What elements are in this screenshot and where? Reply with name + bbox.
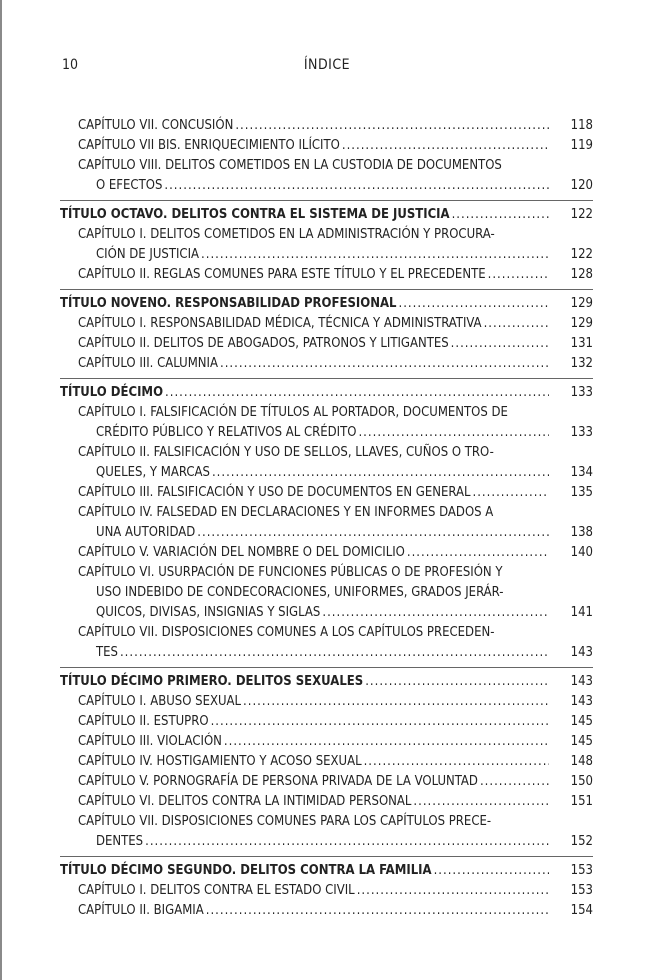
toc-section: [60, 378, 593, 663]
toc-entry-text: CAPÍTULO I. FALSIFICACIÓN DE TÍTULOS AL PORTADOR, DOCUMENTOS DE: [78, 405, 508, 420]
toc-page-number: 118: [570, 118, 593, 133]
dot-leader: [480, 772, 549, 792]
toc-chapter-entry[interactable]: [60, 483, 593, 503]
toc-entry-line: [60, 294, 593, 314]
toc-entry-line: [78, 901, 593, 921]
toc-page-number: 153: [570, 863, 593, 878]
toc-chapter-entry[interactable]: [60, 732, 593, 752]
dot-leader: [434, 861, 549, 881]
toc-chapter-entry[interactable]: [60, 792, 593, 812]
toc-entry-line: [78, 314, 593, 334]
toc-page-number: 140: [570, 545, 593, 560]
dot-leader: [224, 732, 549, 752]
toc-entry-text: USO INDEBIDO DE CONDECORACIONES, UNIFORMES, GRADOS JERÁR-: [96, 585, 504, 600]
toc-page-number: 132: [570, 356, 593, 371]
toc-entry-text: CAPÍTULO VI. DELITOS CONTRA LA INTIMIDAD PERSONAL: [78, 794, 412, 809]
toc-entry-text: QUELES, Y MARCAS: [96, 465, 210, 480]
toc-page-number: 148: [570, 754, 593, 769]
dot-leader: [322, 603, 548, 623]
toc-entry-text: CAPÍTULO III. FALSIFICACIÓN Y USO DE DOCUMENTOS EN GENERAL: [78, 485, 471, 500]
toc-entry-line: [78, 225, 593, 245]
toc-entry-text: TÍTULO DÉCIMO SEGUNDO. DELITOS CONTRA LA FAMILIA: [60, 863, 432, 878]
toc-entry-line: [78, 563, 593, 583]
toc-entry-line: [78, 712, 593, 732]
toc-section: [60, 200, 593, 285]
toc-chapter-entry[interactable]: [60, 881, 593, 901]
toc-title-entry[interactable]: [60, 294, 593, 314]
toc-entry-text: CIÓN DE JUSTICIA: [96, 247, 200, 262]
dot-leader: [364, 752, 549, 772]
toc-section: [60, 667, 593, 852]
toc-chapter-entry[interactable]: [60, 314, 593, 334]
dot-leader: [120, 643, 549, 663]
toc-entry-line: [78, 403, 593, 423]
toc-page-number: 141: [570, 605, 593, 620]
toc-entry-line: [78, 752, 593, 772]
toc-title-entry[interactable]: [60, 205, 593, 225]
toc-entry-line: [60, 672, 593, 692]
dot-leader: [212, 463, 549, 483]
toc-entry-text: CAPÍTULO VI. USURPACIÓN DE FUNCIONES PÚBLICAS O DE PROFESIÓN Y: [78, 565, 503, 580]
toc-entry-text: TÍTULO DÉCIMO: [60, 385, 164, 400]
toc-entry-line: [78, 483, 593, 503]
toc-entry-line: [78, 832, 593, 852]
page-header: [62, 57, 592, 77]
toc-entry-line: [78, 603, 593, 623]
toc-page-number: 135: [570, 485, 593, 500]
dot-leader: [165, 383, 549, 403]
toc-entry-text: TÍTULO NOVENO. RESPONSABILIDAD PROFESIONAL: [60, 296, 397, 311]
toc-page-number: 122: [570, 207, 593, 222]
toc-chapter-entry[interactable]: [60, 136, 593, 156]
toc-entry-text: CAPÍTULO II. DELITOS DE ABOGADOS, PATRONOS Y LITIGANTES: [78, 336, 449, 351]
toc-chapter-entry[interactable]: [60, 543, 593, 563]
toc-chapter-entry[interactable]: [60, 712, 593, 732]
page-edge-rule: [0, 0, 2, 980]
toc-entry-text: CAPÍTULO III. CALUMNIA: [78, 356, 218, 371]
toc-entry-line: [60, 861, 593, 881]
toc-entry-text: CRÉDITO PÚBLICO Y RELATIVOS AL CRÉDITO: [96, 425, 357, 440]
dot-leader: [342, 136, 549, 156]
toc-chapter-entry[interactable]: [60, 334, 593, 354]
toc-entry-text: UNA AUTORIDAD: [96, 525, 196, 540]
toc-page-number: 133: [570, 385, 593, 400]
dot-leader: [243, 692, 549, 712]
dot-leader: [484, 314, 549, 334]
toc-entry-text: CAPÍTULO VII. DISPOSICIONES COMUNES PARA LOS CAPÍTULOS PRECE-: [78, 814, 492, 829]
toc-entry-line: [78, 543, 593, 563]
toc-page-number: 129: [570, 296, 593, 311]
toc-entry-text: CAPÍTULO V. VARIACIÓN DEL NOMBRE O DEL DOMICILIO: [78, 545, 405, 560]
toc-entry-text: O EFECTOS: [96, 178, 163, 193]
toc-chapter-entry[interactable]: [60, 116, 593, 136]
dot-leader: [473, 483, 549, 503]
toc-entry-line: [60, 383, 593, 403]
dot-leader: [201, 245, 549, 265]
toc-page-number: 133: [570, 425, 593, 440]
toc-page-number: 128: [570, 267, 593, 282]
toc-page-number: 119: [570, 138, 593, 153]
dot-leader: [145, 832, 549, 852]
toc-entry-text: CAPÍTULO I. ABUSO SEXUAL: [78, 694, 242, 709]
toc-entry-text: CAPÍTULO V. PORNOGRAFÍA DE PERSONA PRIVADA DE LA VOLUNTAD: [78, 774, 478, 789]
toc-chapter-entry[interactable]: [60, 354, 593, 374]
dot-leader: [220, 354, 549, 374]
toc-title-entry[interactable]: [60, 861, 593, 881]
toc-title-entry[interactable]: [60, 383, 593, 403]
toc-entry-line: [78, 334, 593, 354]
toc-chapter-entry[interactable]: [60, 563, 593, 623]
dot-leader: [358, 423, 548, 443]
toc-chapter-entry[interactable]: [60, 752, 593, 772]
toc-entry-line: [78, 503, 593, 523]
dot-leader: [197, 523, 548, 543]
toc-entry-line: [78, 176, 593, 196]
toc-entry-line: [78, 881, 593, 901]
toc-entry-line: [78, 463, 593, 483]
toc-chapter-entry[interactable]: [60, 403, 593, 443]
toc-chapter-entry[interactable]: [60, 156, 593, 196]
toc-entry-line: [78, 523, 593, 543]
toc-chapter-entry[interactable]: [60, 225, 593, 265]
toc-page-number: 143: [570, 674, 593, 689]
toc-entry-line: [78, 245, 593, 265]
dot-leader: [206, 901, 549, 921]
toc-entry-text: CAPÍTULO VII BIS. ENRIQUECIMIENTO ILÍCITO: [78, 138, 340, 153]
toc-page-number: 143: [570, 645, 593, 660]
toc-entry-text: TÍTULO DÉCIMO PRIMERO. DELITOS SEXUALES: [60, 674, 364, 689]
toc-entry-text: CAPÍTULO VII. CONCUSIÓN: [78, 118, 234, 133]
toc-page-number: 138: [570, 525, 593, 540]
toc-entry-text: QUICOS, DIVISAS, INSIGNIAS Y SIGLAS: [96, 605, 321, 620]
dot-leader: [211, 712, 549, 732]
toc-entry-text: CAPÍTULO VII. DISPOSICIONES COMUNES A LOS CAPÍTULOS PRECEDEN-: [78, 625, 495, 640]
toc-page-number: 143: [570, 694, 593, 709]
toc-entry-line: [78, 156, 593, 176]
toc-chapter-entry[interactable]: [60, 692, 593, 712]
running-title: ÍNDICE: [303, 57, 351, 73]
toc-entry-text: CAPÍTULO I. RESPONSABILIDAD MÉDICA, TÉCNICA Y ADMINISTRATIVA: [78, 316, 482, 331]
toc-entry-line: [78, 812, 593, 832]
toc-chapter-entry[interactable]: [60, 503, 593, 543]
dot-leader: [451, 334, 549, 354]
toc-chapter-entry[interactable]: [60, 265, 593, 285]
dot-leader: [488, 265, 549, 285]
dot-leader: [357, 881, 549, 901]
toc-entry-line: [78, 772, 593, 792]
table-of-contents: [60, 116, 593, 921]
toc-entry-text: CAPÍTULO II. FALSIFICACIÓN Y USO DE SELLOS, LLAVES, CUÑOS O TRO-: [78, 445, 494, 460]
toc-entry-text: TÍTULO OCTAVO. DELITOS CONTRA EL SISTEMA DE JUSTICIA: [60, 207, 450, 222]
toc-entry-line: [78, 354, 593, 374]
dot-leader: [398, 294, 548, 314]
toc-entry-text: CAPÍTULO IV. HOSTIGAMIENTO Y ACOSO SEXUAL: [78, 754, 362, 769]
toc-page-number: 122: [570, 247, 593, 262]
toc-page-number: 131: [570, 336, 593, 351]
toc-entry-line: [78, 623, 593, 643]
toc-entry-line: [78, 643, 593, 663]
toc-entry-line: [78, 792, 593, 812]
toc-page-number: 151: [570, 794, 593, 809]
toc-page-number: 145: [570, 734, 593, 749]
toc-page-number: 129: [570, 316, 593, 331]
toc-entry-line: [78, 583, 593, 603]
toc-title-entry[interactable]: [60, 672, 593, 692]
toc-entry-text: CAPÍTULO I. DELITOS CONTRA EL ESTADO CIVIL: [78, 883, 355, 898]
toc-entry-line: [78, 116, 593, 136]
toc-entry-text: CAPÍTULO III. VIOLACIÓN: [78, 734, 222, 749]
toc-entry-text: DENTES: [96, 834, 144, 849]
toc-page-number: 145: [570, 714, 593, 729]
toc-section: [60, 856, 593, 921]
toc-page-number: 134: [570, 465, 593, 480]
toc-entry-line: [78, 732, 593, 752]
toc-entry-text: CAPÍTULO IV. FALSEDAD EN DECLARACIONES Y EN INFORMES DADOS A: [78, 505, 494, 520]
toc-entry-line: [60, 205, 593, 225]
toc-entry-line: [78, 136, 593, 156]
dot-leader: [413, 792, 548, 812]
toc-chapter-entry[interactable]: [60, 623, 593, 663]
toc-entry-text: TES: [96, 645, 118, 660]
toc-entry-line: [78, 443, 593, 463]
toc-chapter-entry[interactable]: [60, 812, 593, 852]
toc-entry-text: CAPÍTULO II. BIGAMIA: [78, 903, 204, 918]
dot-leader: [452, 205, 549, 225]
toc-page-number: 120: [570, 178, 593, 193]
toc-section: [60, 116, 593, 196]
dot-leader: [365, 672, 548, 692]
toc-entry-line: [78, 692, 593, 712]
toc-page-number: 154: [570, 903, 593, 918]
page-number: 10: [62, 57, 79, 73]
toc-chapter-entry[interactable]: [60, 772, 593, 792]
toc-chapter-entry[interactable]: [60, 901, 593, 921]
toc-page-number: 152: [570, 834, 593, 849]
toc-page-number: 153: [570, 883, 593, 898]
dot-leader: [407, 543, 549, 563]
dot-leader: [235, 116, 548, 136]
dot-leader: [164, 176, 548, 196]
toc-entry-line: [78, 423, 593, 443]
toc-section: [60, 289, 593, 374]
toc-page-number: 150: [570, 774, 593, 789]
toc-entry-text: CAPÍTULO II. REGLAS COMUNES PARA ESTE TÍTULO Y EL PRECEDENTE: [78, 267, 486, 282]
toc-entry-line: [78, 265, 593, 285]
toc-chapter-entry[interactable]: [60, 443, 593, 483]
toc-entry-text: CAPÍTULO I. DELITOS COMETIDOS EN LA ADMINISTRACIÓN Y PROCURA-: [78, 227, 495, 242]
toc-entry-text: CAPÍTULO II. ESTUPRO: [78, 714, 209, 729]
toc-entry-text: CAPÍTULO VIII. DELITOS COMETIDOS EN LA CUSTODIA DE DOCUMENTOS: [78, 158, 502, 173]
